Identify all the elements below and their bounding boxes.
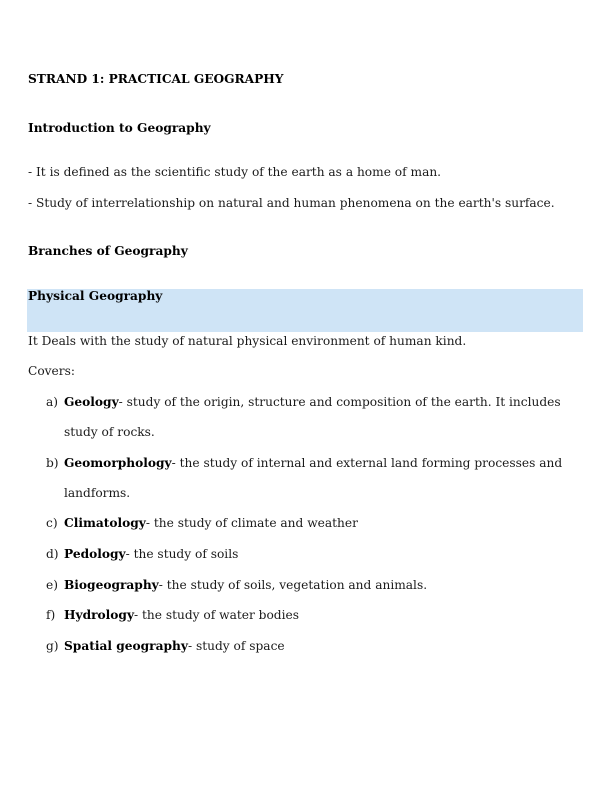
list-item-hydrology bbox=[46, 608, 299, 623]
list-term: Hydrology bbox=[64, 608, 135, 622]
list-text: - the study of soils, vegetation and animals. bbox=[158, 578, 428, 592]
list-marker: b) bbox=[46, 456, 59, 470]
list-marker: f) bbox=[46, 608, 56, 622]
list-term: Geology bbox=[64, 395, 119, 409]
list-item-geology-continuation: study of rocks. bbox=[64, 425, 155, 439]
list-term: Biogeography bbox=[64, 578, 159, 592]
list-text: - the study of soils bbox=[125, 547, 239, 561]
intro-heading: Introduction to Geography bbox=[28, 121, 211, 135]
list-term: Pedology bbox=[64, 547, 126, 561]
list-item-geomorphology bbox=[46, 456, 562, 471]
list-marker: e) bbox=[46, 578, 58, 592]
intro-point-2: - Study of interrelationship on natural and human phenomena on the earth's surface. bbox=[28, 196, 555, 210]
list-marker: g) bbox=[46, 639, 59, 653]
list-item-geomorphology-continuation: landforms. bbox=[64, 486, 131, 500]
physical-description: It Deals with the study of natural physical environment of human kind. bbox=[28, 334, 467, 348]
list-item-biogeography bbox=[46, 578, 427, 593]
list-marker: d) bbox=[46, 547, 59, 561]
list-term: Climatology bbox=[64, 516, 146, 530]
list-text: - study of the origin, structure and composition of the earth. It includes bbox=[118, 395, 561, 409]
list-marker: a) bbox=[46, 395, 59, 409]
covers-label: Covers: bbox=[28, 364, 75, 378]
list-item-pedology bbox=[46, 547, 238, 562]
list-item-geology bbox=[46, 395, 561, 410]
list-text: - the study of climate and weather bbox=[145, 516, 358, 530]
list-marker: c) bbox=[46, 516, 58, 530]
list-item-spatial-geography bbox=[46, 639, 285, 654]
list-term: Spatial geography bbox=[64, 639, 188, 653]
strand-title: STRAND 1: PRACTICAL GEOGRAPHY bbox=[28, 72, 284, 86]
list-text: - the study of internal and external land forming processes and bbox=[171, 456, 563, 470]
list-text: - study of space bbox=[187, 639, 285, 653]
list-text: - the study of water bodies bbox=[134, 608, 299, 622]
list-term: Geomorphology bbox=[64, 456, 172, 470]
list-item-climatology bbox=[46, 516, 358, 531]
physical-geography-heading: Physical Geography bbox=[28, 289, 163, 303]
branches-heading: Branches of Geography bbox=[28, 244, 188, 258]
intro-point-1: - It is defined as the scientific study of the earth as a home of man. bbox=[28, 165, 442, 179]
